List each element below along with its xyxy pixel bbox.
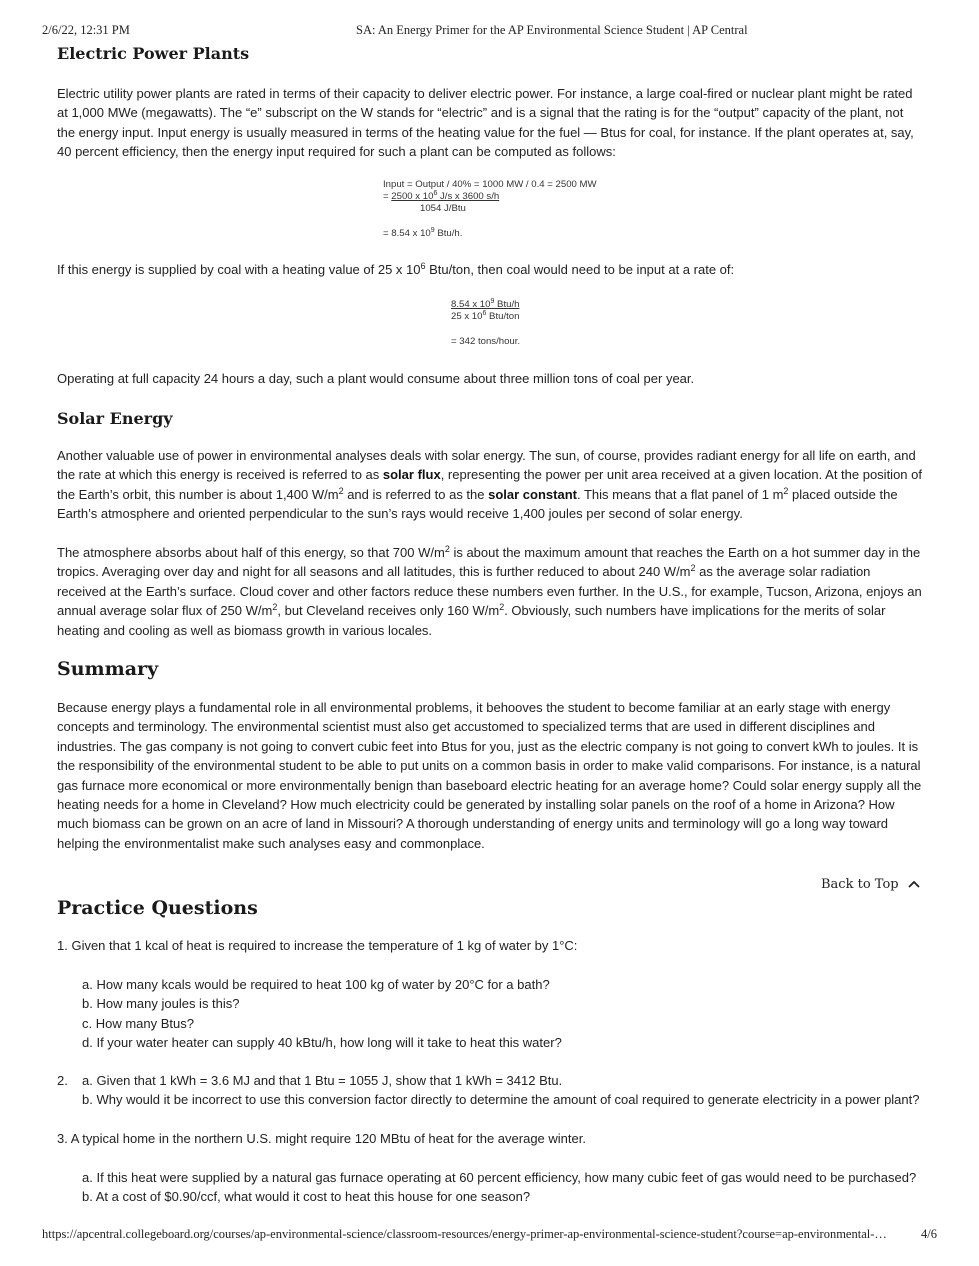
question-2b: b. Why would it be incorrect to use this conversion factor directly to determine the amount of coal required to generate electricity in a power plant? (82, 1092, 920, 1108)
heading-solar-energy: Solar Energy (57, 409, 173, 428)
back-to-top-label: Back to Top (821, 877, 899, 892)
question-2a: a. Given that 1 kWh = 3.6 MJ and that 1 Btu = 1055 J, show that 1 kWh = 3412 Btu. (82, 1073, 563, 1088)
power-plants-paragraph-3: Operating at full capacity 24 hours a day, such a plant would consume about three million tons of coal per year. (57, 371, 695, 386)
solar-paragraph-2: The atmosphere absorbs about half of this energy, so that 700 $W/m^2$ is about the maximum amount that reaches the Earth on a hot summer day in the tropics. Averaging over day and night for all seasons and all latitudes, this is further reduced to about 240 $W/m^2$ as the average solar radiation received at the Earth’s surface. Cloud cover and other factors reduce these numbers even further. In the U.S., for example, Tucson, Arizona, enjoys an annual average solar flux of 250 $W/m^2$, but Cleveland receives only 160 $W/m^2$. Obviously, such numbers have implications for the merits of solar heating and cooling as well as biomass growth in various locales. (57, 544, 922, 638)
print-footer (42, 1227, 937, 1243)
question-1d: d. If your water heater can supply 40 kBtu/h, how long will it take to heat this water? (82, 1035, 562, 1051)
page-number: 4/6 (921, 1227, 937, 1241)
question-3b: b. At a cost of $0.90/ccf, what would it cost to heat this house for one season? (82, 1189, 531, 1205)
solar-paragraph-1: Another valuable use of power in environmental analyses deals with solar energy. The sun, of course, provides radiant energy for all life on earth, and the rate at which this energy is received is referred to as solar flux, representing the power per unit area received at a given location. At the position of the Earth’s orbit, this number is about 1,400 $W/m^2$ and is referred to as the solar constant. This means that a flat panel of 1 $m^2$ placed outside the Earth’s atmosphere and oriented perpendicular to the sun’s rays would receive 1,400 joules per second of solar energy. (57, 448, 922, 522)
chevron-up-icon (908, 877, 920, 892)
print-date: 2/6/22, 12:31 PM (42, 23, 130, 37)
question-1b: b. How many joules is this? (82, 996, 240, 1012)
summary-paragraph: Because energy plays a fundamental role in all environmental problems, it behooves the student to become familiar at an early stage with energy concepts and terminology. The environmental scientist must also get accustomed to specialized terms that are used in different disciplines and industries. The gas company is not going to convert cubic feet into Btus for you, just as the electric company is not going to convert kWh to joules. It is the responsibility of the environmental student to be able to put units on a common basis in order to make valid comparisons. For instance, is a natural gas furnace more economical or more environmentally benign than baseboard electric heating for an average home? Could solar energy supply all the heating needs for a home in Cleveland? How much electricity could be generated by installing solar panels on the roof of a home in Arizona? How much biomass can be grown on an acre of land in Missouri? A thorough understanding of energy units and terminology will go a long way toward helping the environmentalist make such analyses easy and commonplace. (57, 700, 922, 851)
power-plants-paragraph-2: If this energy is supplied by coal with a heating value of 25 x $10^6$ Btu/ton, then coal would need to be input at a rate of: (57, 261, 735, 277)
print-header (42, 23, 937, 39)
heading-practice-questions: Practice Questions (57, 897, 258, 919)
question-3: 3. A typical home in the northern U.S. might require 120 MBtu of heat for the average winter. (57, 1131, 586, 1146)
back-to-top-link[interactable] (821, 877, 920, 892)
question-3-parts (82, 1168, 916, 1207)
heading-summary: Summary (57, 658, 159, 680)
heading-power-plants: Electric Power Plants (57, 44, 250, 63)
question-2-number: 2. (57, 1073, 68, 1088)
question-1: 1. Given that 1 kcal of heat is required to increase the temperature of 1 kg of water by 1°C: (57, 938, 578, 953)
question-1c: c. How many Btus? (82, 1015, 194, 1031)
print-page-title: SA: An Energy Primer for the AP Environmental Science Student | AP Central (356, 23, 748, 37)
power-plants-paragraph-1: Electric utility power plants are rated in terms of their capacity to deliver electric power. For instance, a large coal-fired or nuclear plant might be rated at 1,000 MWe (megawatts). The “e” subscript on the W stands for “electric” and is a signal that the rating is for the “output” capacity of the plant, not the energy input. Input energy is usually measured in terms of the heating value for the fuel — Btus for coal, for instance. If the plant operates at, say, 40 percent efficiency, then the energy input required for such a plant can be computed as follows: (57, 86, 914, 160)
question-1a: a. How many kcals would be required to heat 100 kg of water by 20°C for a bath? (82, 977, 550, 992)
question-2-parts (82, 1071, 919, 1110)
print-url: https://apcentral.collegeboard.org/courses/ap-environmental-science/classroom-resources/energy-primer-ap-environmental-science-student?course=ap-environmental-… (42, 1227, 887, 1241)
question-1-parts (82, 975, 562, 1053)
question-3a: a. If this heat were supplied by a natural gas furnace operating at 60 percent efficiency, how many cubic feet of gas would need to be purchased? (82, 1170, 917, 1185)
